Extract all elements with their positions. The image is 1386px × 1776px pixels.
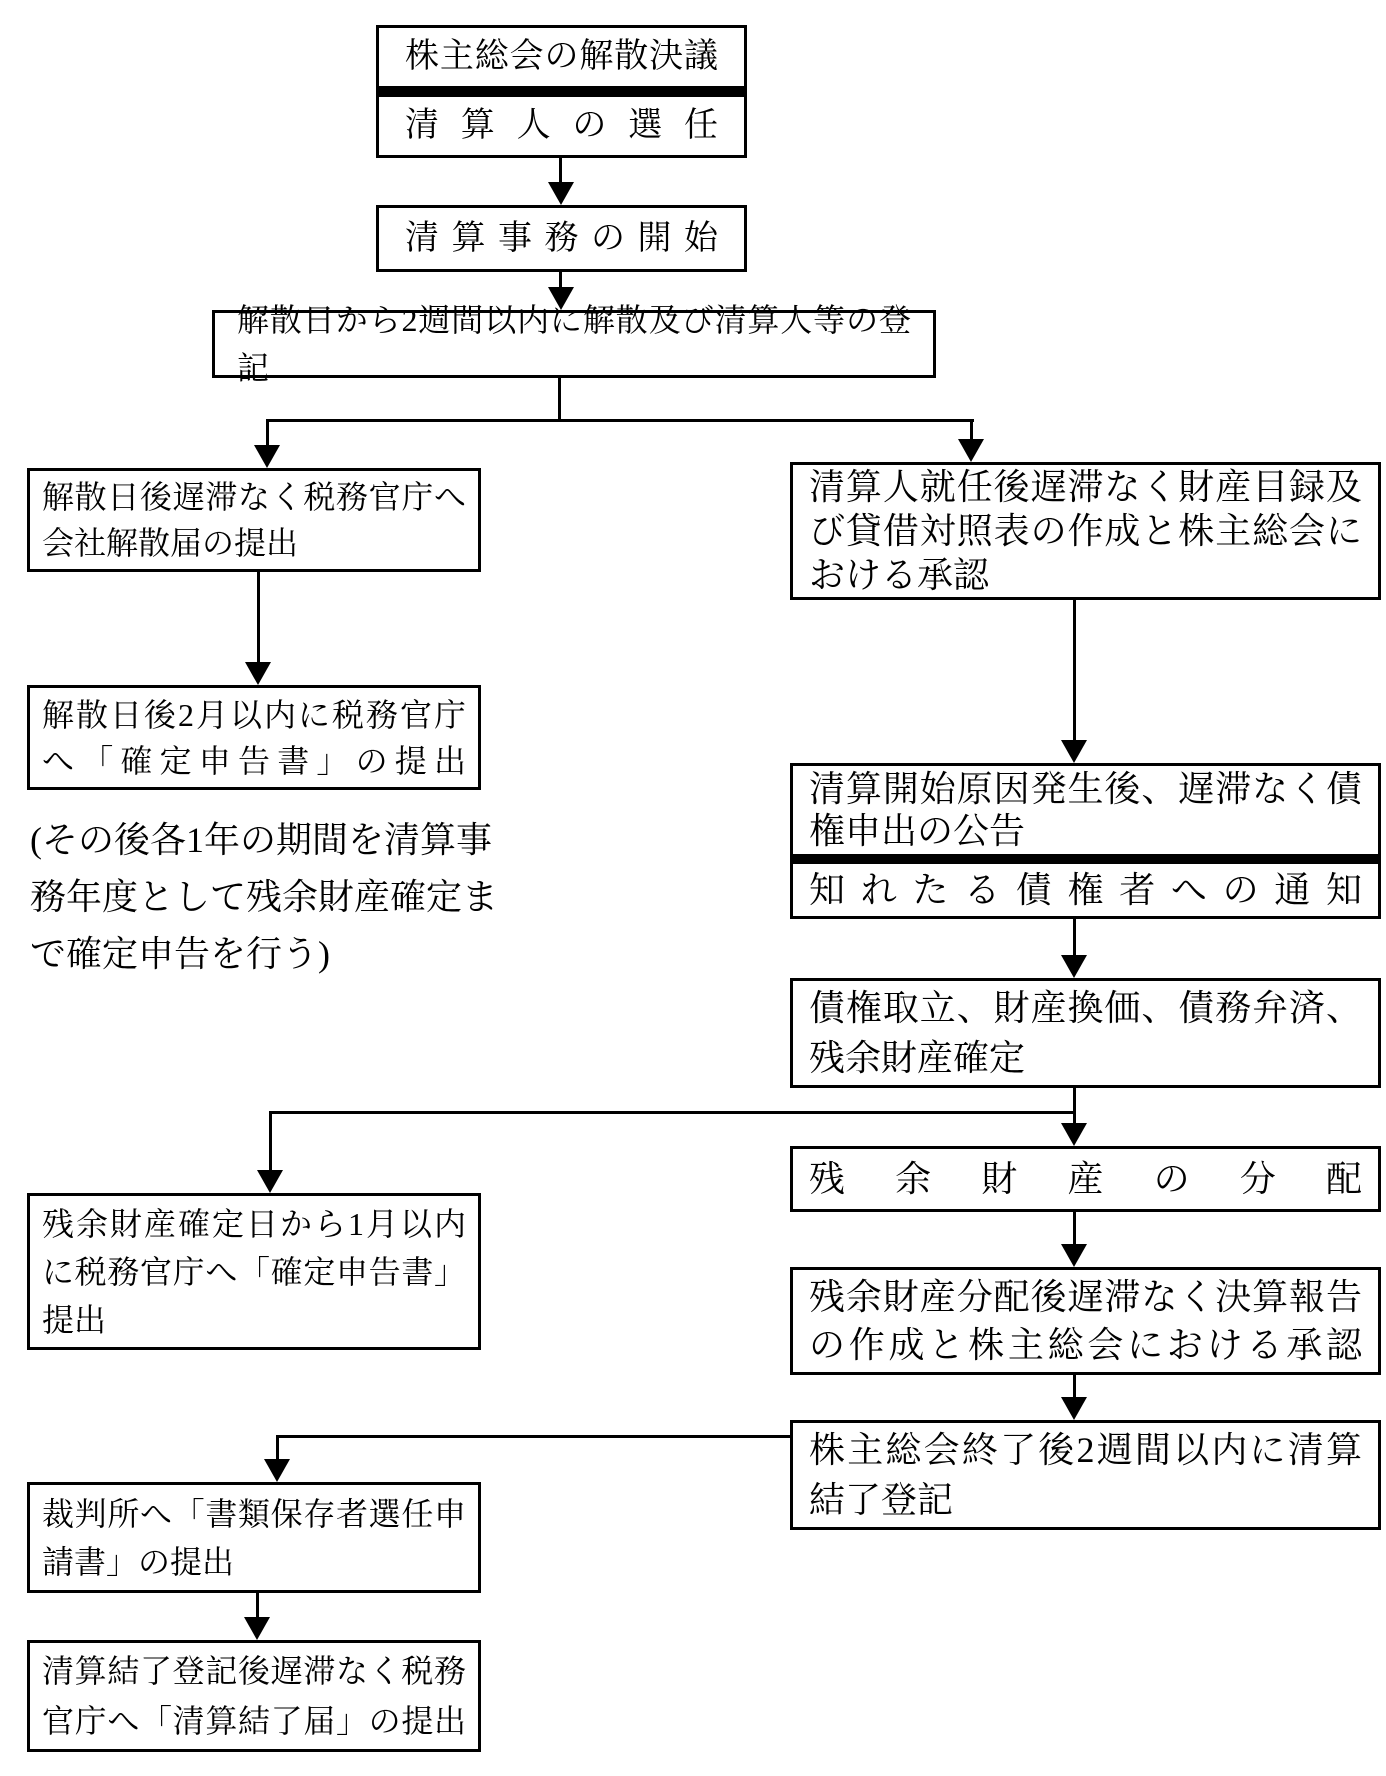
arrow-down-icon xyxy=(548,182,574,205)
connector-line xyxy=(266,419,269,448)
arrow-down-icon xyxy=(1061,740,1087,763)
node-settlement-report-label: 残余財産分配後遅滞なく決算報告の作成と株主総会における承認 xyxy=(809,1277,1362,1365)
node-final-tax-return xyxy=(27,685,481,790)
node-inventory-approval xyxy=(790,462,1381,600)
node-resolution-label: 株主総会の解散決議 xyxy=(405,38,718,75)
connector-line xyxy=(276,1435,790,1438)
node-debt-settlement-label: 債権取立、財産換価、債務弁済、残余財産確定 xyxy=(809,988,1362,1078)
node-creditor-notices xyxy=(790,763,1381,919)
node-dissolution-notification-label: 解散日後遅滞なく税務官庁へ会社解散届の提出 xyxy=(42,479,466,561)
connector-line xyxy=(266,419,974,422)
connector-line xyxy=(558,378,561,422)
node-completion-notification xyxy=(27,1640,481,1752)
node-dissolution-notification xyxy=(27,468,481,572)
note-annual-liquidation-returns: (その後各1年の期間を清算事務年度として残余財産確定まで確定申告を行う) xyxy=(30,820,499,974)
thick-divider xyxy=(379,86,744,97)
node-dissolution-registration-label: 解散日から2週間以内に解散及び清算人等の登記 xyxy=(237,302,911,386)
node-completion-registration xyxy=(790,1420,1381,1530)
arrow-down-icon xyxy=(264,1459,290,1482)
node-known-creditor-notice-label: 知れたる債権者への通知 xyxy=(809,870,1362,910)
connector-line xyxy=(1073,919,1076,958)
node-final-tax-return-label: 解散日後2月以内に税務官庁へ「確定申告書」の提出 xyxy=(42,696,466,779)
node-asset-distribution xyxy=(790,1146,1381,1212)
connector-line xyxy=(257,572,260,665)
node-completion-registration-label: 株主総会終了後2週間以内に清算結了登記 xyxy=(809,1430,1362,1520)
node-dissolution-registration xyxy=(212,302,936,386)
arrow-down-icon xyxy=(1061,1123,1087,1146)
node-residual-assets-return-label: 残余財産確定日から1月以内に税務官庁へ「確定申告書」提出 xyxy=(42,1205,466,1338)
arrow-down-icon xyxy=(244,1617,270,1640)
node-liquidation-start-label: 清算事務の開始 xyxy=(405,219,718,257)
node-custodian-application xyxy=(27,1482,481,1593)
connector-line xyxy=(256,1593,259,1620)
node-inventory-approval-label: 清算人就任後遅滞なく財産目録及び貸借対照表の作成と株主総会における承認 xyxy=(809,467,1362,595)
arrow-down-icon xyxy=(245,662,271,685)
arrow-down-icon xyxy=(1061,955,1087,978)
connector-line xyxy=(276,1435,279,1462)
connector-line xyxy=(269,1111,272,1173)
node-row-liquidator-election xyxy=(379,97,744,155)
connector-line xyxy=(1073,600,1076,743)
node-row-known-creditor-notice xyxy=(793,864,1378,916)
node-creditor-notice-label: 清算開始原因発生後、遅滞なく債権申出の公告 xyxy=(809,769,1362,851)
node-residual-assets-return xyxy=(27,1193,481,1350)
connector-line xyxy=(559,155,562,184)
node-liquidation-start xyxy=(376,205,747,272)
node-liquidator-election-label: 清算人の選任 xyxy=(405,107,718,144)
node-asset-distribution-label: 残余財産の分配 xyxy=(809,1159,1362,1199)
connector-line xyxy=(1073,1212,1076,1247)
arrow-down-icon xyxy=(958,439,984,462)
node-row-resolution xyxy=(379,28,744,86)
node-custodian-application-label: 裁判所へ「書類保存者選任申請書」の提出 xyxy=(42,1495,466,1580)
thick-divider xyxy=(793,854,1378,864)
arrow-down-icon xyxy=(257,1170,283,1193)
node-completion-notification-label: 清算結了登記後遅滞なく税務官庁へ「清算結了届」の提出 xyxy=(42,1653,466,1739)
connector-line xyxy=(269,1111,1076,1114)
arrow-down-icon xyxy=(254,445,280,468)
arrow-down-icon xyxy=(1061,1244,1087,1267)
node-settlement-report xyxy=(790,1267,1381,1375)
arrow-down-icon xyxy=(1061,1397,1087,1420)
node-debt-settlement xyxy=(790,978,1381,1088)
node-shareholders-dissolution-resolution xyxy=(376,25,747,158)
node-row-creditor-notice xyxy=(793,766,1378,854)
